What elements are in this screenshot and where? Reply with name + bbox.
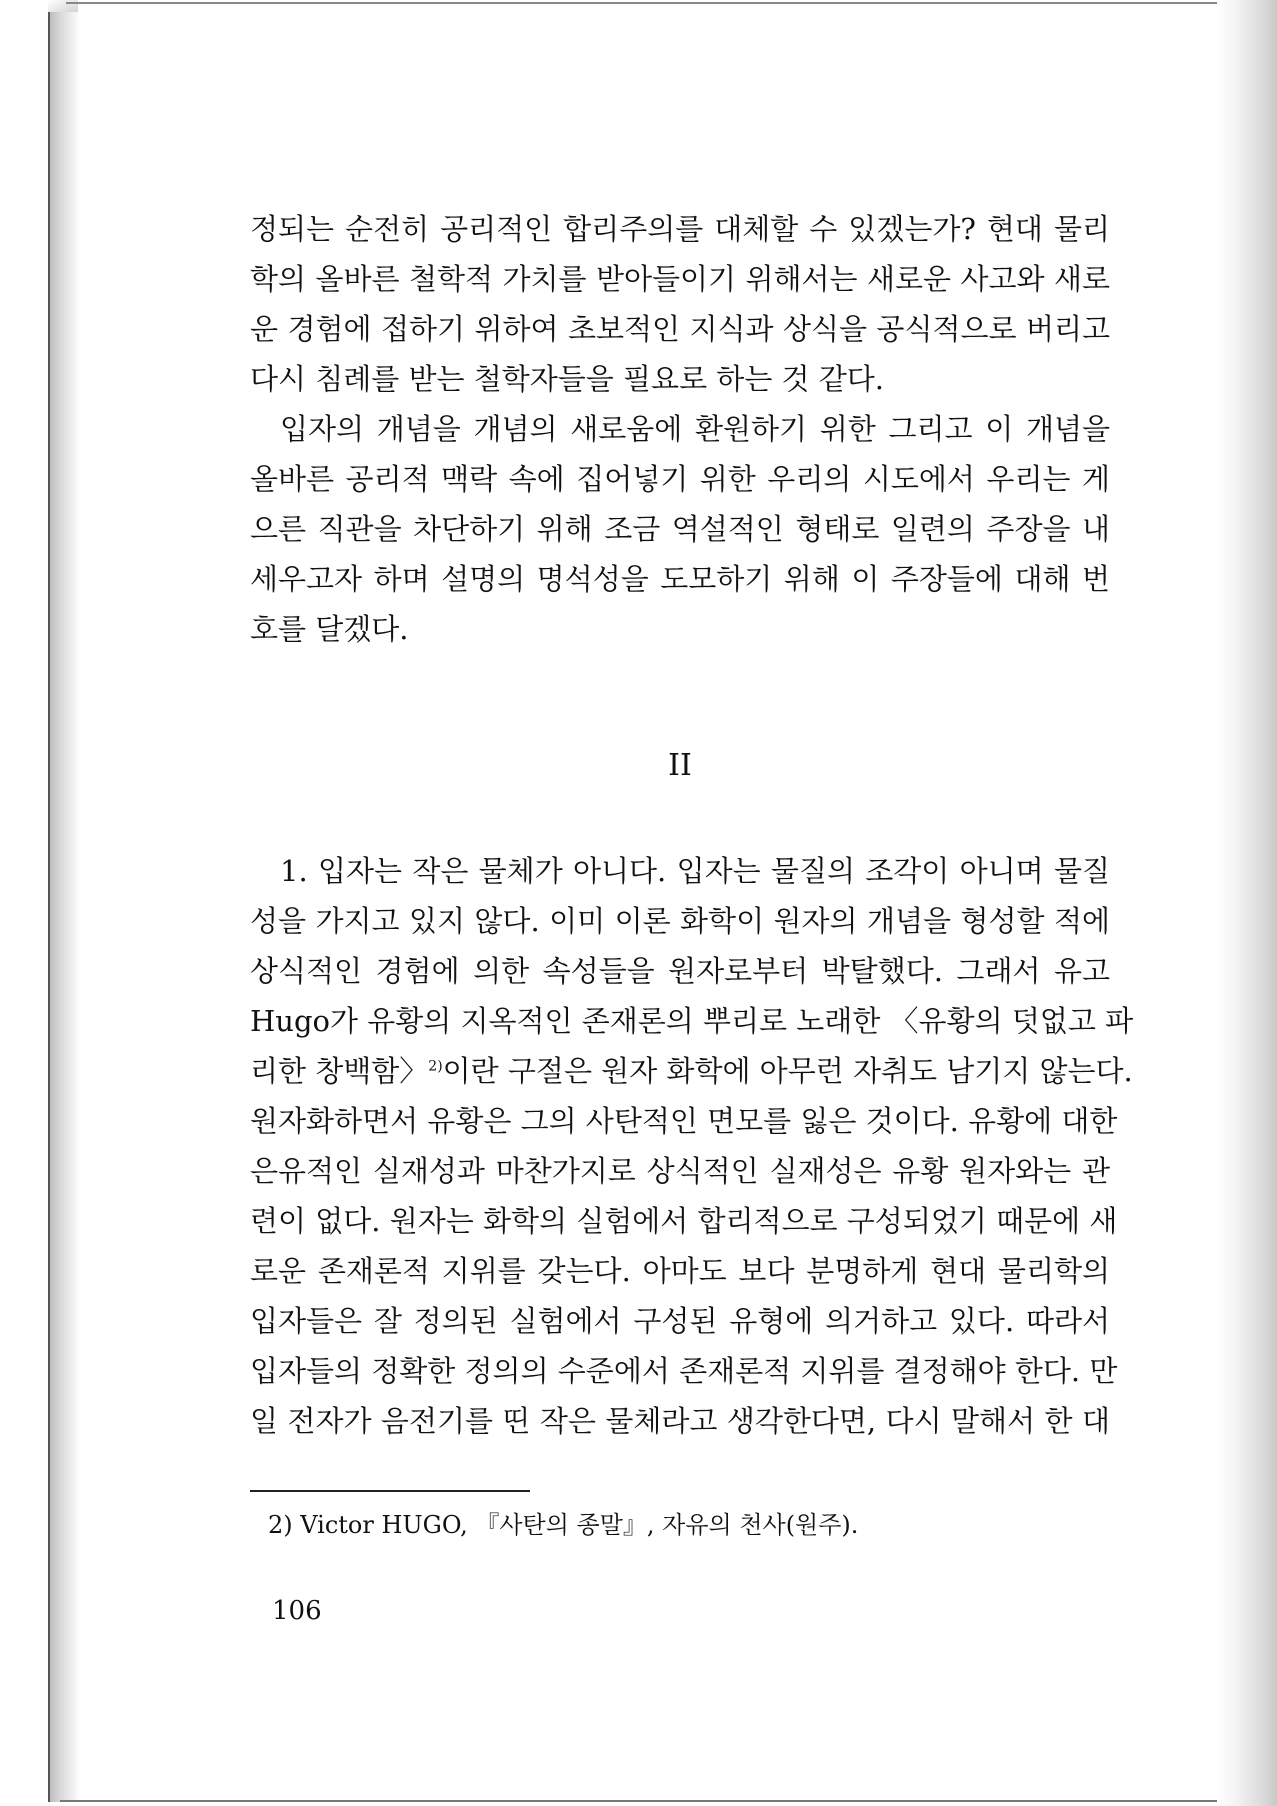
text-line: 원자화하면서 유황은 그의 사탄적인 면모를 잃은 것이다. 유황에 대한 [250,1104,1118,1138]
footnote: 2) Victor HUGO, 『사탄의 종말』, 자유의 천사(원주). [268,1511,859,1539]
paragraph-3 [250,846,1134,1446]
text-line: 상식적인 경험에 의한 속성들을 원자로부터 박탈했다. 그래서 유고 [250,954,1110,988]
text-fragment: 이란 구절은 원자 화학에 아무런 자취도 남기지 않는다. [442,1054,1133,1088]
text-line: 일 전자가 음전기를 띤 작은 물체라고 생각한다면, 다시 말해서 한 대 [250,1404,1110,1438]
text-line: 입자의 개념을 개념의 새로움에 환원하기 위한 그리고 이 개념을 [280,412,1110,446]
book-spine-edge [48,12,80,1802]
footnote-marker: 2) [428,1058,443,1075]
page-top-edge [66,2,1251,4]
text-line: 1. 입자는 작은 물체가 아니다. 입자는 물질의 조각이 아니며 물질 [280,854,1110,888]
text-line: 성을 가지고 있지 않다. 이미 이론 화학이 원자의 개념을 형성할 적에 [250,904,1110,938]
text-line-with-footnote [250,1046,1133,1096]
text-line: 입자들은 잘 정의된 실험에서 구성된 유형에 의거하고 있다. 따라서 [250,1304,1110,1338]
text-line: Hugo가 유황의 지옥적인 존재론의 뿌리로 노래한 〈유황의 덧없고 파 [250,1004,1134,1038]
text-line: 다시 침례를 받는 철학자들을 필요로 하는 것 같다. [250,362,885,396]
text-line: 로운 존재론적 지위를 갖는다. 아마도 보다 분명하게 현대 물리학의 [250,1254,1110,1288]
text-line: 세우고자 하며 설명의 명석성을 도모하기 위해 이 주장들에 대해 번 [250,562,1110,596]
paragraph-2 [250,404,1110,654]
text-line: 올바른 공리적 맥락 속에 집어넣기 위한 우리의 시도에서 우리는 게 [250,462,1110,496]
page-right-edge-shadow [1217,0,1277,1806]
footnote-separator [250,1490,530,1492]
section-heading: II [668,748,692,783]
text-line: 은유적인 실재성과 마찬가지로 상식적인 실재성은 유황 원자와는 관 [250,1154,1110,1188]
text-line: 운 경험에 접하기 위하여 초보적인 지식과 상식을 공식적으로 버리고 [250,312,1110,346]
text-line: 련이 없다. 원자는 화학의 실험에서 합리적으로 구성되었기 때문에 새 [250,1204,1118,1238]
text-line: 정되는 순전히 공리적인 합리주의를 대체할 수 있겠는가? 현대 물리 [250,212,1110,246]
text-line: 입자들의 정확한 정의의 수준에서 존재론적 지위를 결정해야 한다. 만 [250,1354,1118,1388]
text-fragment: 리한 창백함〉 [250,1054,429,1088]
paragraph-1 [250,204,1110,404]
page-number: 106 [272,1596,322,1626]
text-line: 으른 직관을 차단하기 위해 조금 역설적인 형태로 일련의 주장을 내 [250,512,1110,546]
text-line: 호를 달겠다. [250,612,409,646]
text-line: 학의 올바른 철학적 가치를 받아들이기 위해서는 새로운 사고와 새로 [250,262,1110,296]
page-bottom-edge [60,1800,1240,1802]
